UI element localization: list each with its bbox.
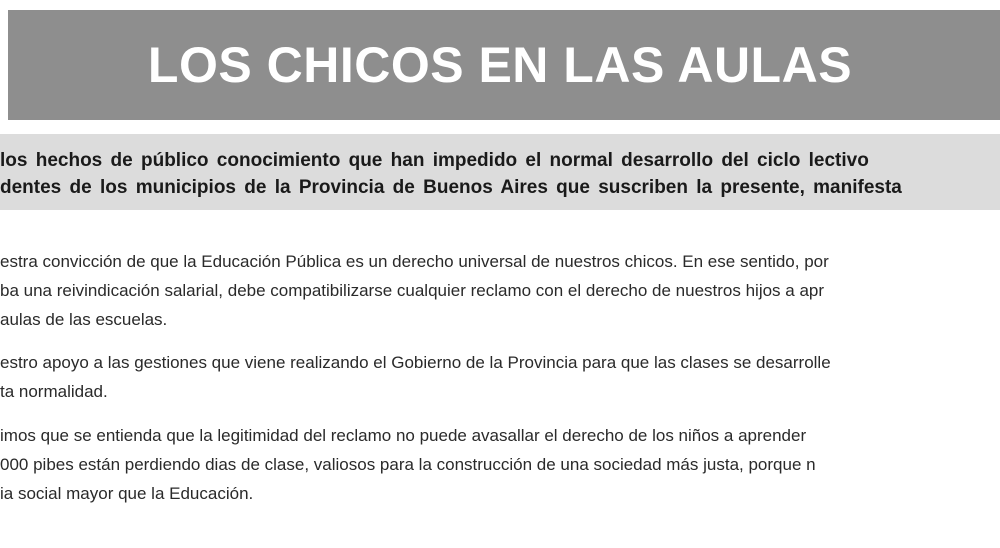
paragraph-2-line-2: ta normalidad.	[0, 382, 108, 401]
intro-line-2: dentes de los municipios de la Provincia de Buenos Aires que suscriben la presente, manifesta	[0, 177, 902, 198]
page-title: LOS CHICOS EN LAS AULAS	[147, 37, 853, 93]
paragraph-2-line-1: estro apoyo a las gestiones que viene realizando el Gobierno de la Provincia para que las clases se desarrolle	[0, 353, 831, 372]
paragraph-3-line-2: 000 pibes están perdiendo dias de clase, valiosos para la construcción de una sociedad más justa, porque n	[0, 455, 816, 474]
intro-line-1: los hechos de público conocimiento que han impedido el normal desarrollo del ciclo lectivo	[0, 150, 869, 171]
paragraph-3-line-3: ia social mayor que la Educación.	[0, 484, 254, 503]
paragraph-1-line-3: aulas de las escuelas.	[0, 310, 168, 329]
paragraph-1-line-2: ba una reivindicación salarial, debe compatibilizarse cualquier reclamo con el derecho de nuestros hijos a apr	[0, 281, 825, 300]
paragraph-3-line-1: imos que se entienda que la legitimidad del reclamo no puede avasallar el derecho de los niños a aprender	[0, 426, 807, 445]
paragraph-1-line-1: estra convicción de que la Educación Pública es un derecho universal de nuestros chicos. En ese sentido, por	[0, 252, 829, 271]
